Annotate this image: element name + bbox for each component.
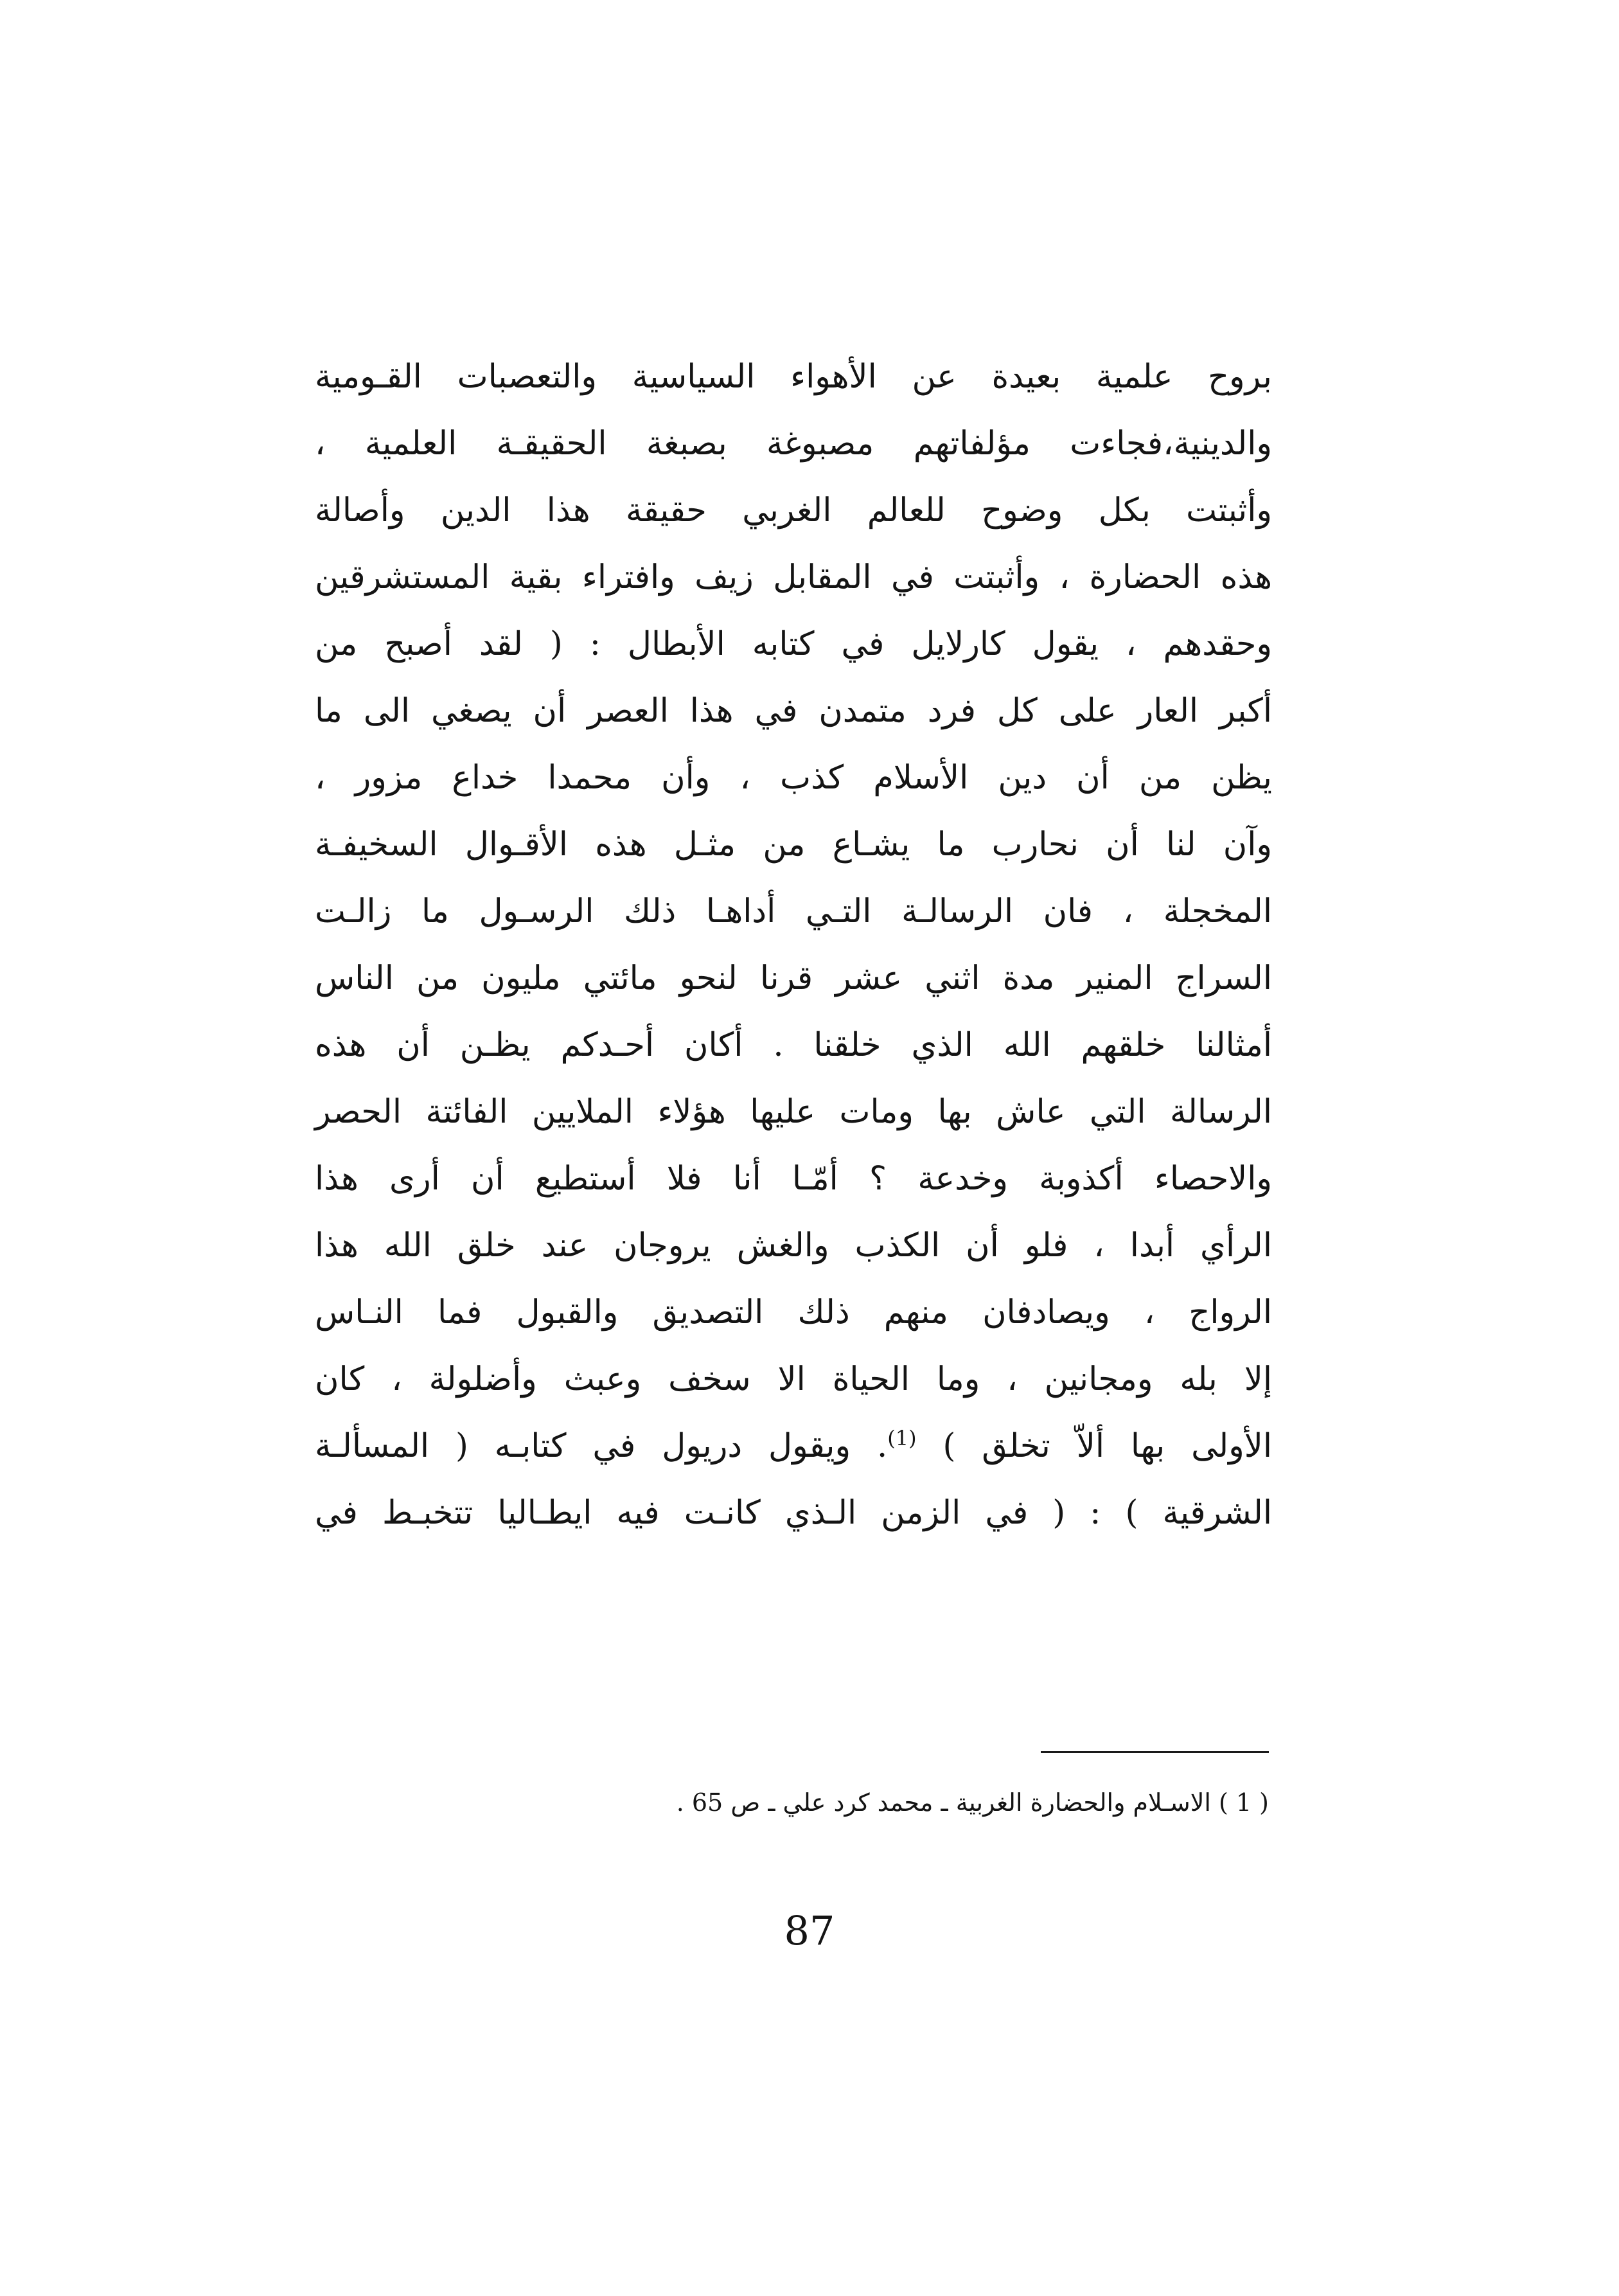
text-line: المخجلة ، فان الرسالـة التـي أداهـا ذلك الرسـول ما زالـت (315, 893, 1272, 930)
text-line: أمثالنا خلقهم الله الذي خلقنا . أكان أحـدكم يظـن أن هذه (315, 1026, 1272, 1064)
text-line: السراج المنير مدة اثني عشر قرنا لنحو مائتي مليون من الناس (315, 959, 1272, 997)
text-line: أكبر العار على كل فرد متمدن في هذا العصر أن يصغي الى ما (315, 692, 1272, 730)
text-line: الرواج ، ويصادفان منهم ذلك التصديق والقبول فما النـاس (315, 1294, 1272, 1331)
line-17-start: الأولى بها ألاّ تخلق ) (942, 1427, 1273, 1465)
text-line: والاحصاء أكذوبة وخدعة ؟ أمّـا أنا فلا أستطيع أن أرى هذا (315, 1160, 1272, 1198)
line-17-end: . ويقول دريول في كتابـه ( المسألـة (315, 1427, 888, 1465)
text-line: والدينية،فجاءت مؤلفاتهم مصبوغة بصبغة الحقيقـة العلمية ، (315, 425, 1272, 463)
text-line: إلا بله ومجانين ، وما الحياة الا سخف وعبث وأضلولة ، كان (315, 1360, 1272, 1398)
text-line: الرأي أبدا ، فلو أن الكذب والغش يروجان عند خلق الله هذا (315, 1227, 1272, 1265)
text-line: وحقدهم ، يقول كارلايل في كتابه الأبطال : ( لقد أصبح من (315, 625, 1272, 663)
text-line: الشرقية ) : ( في الزمن الـذي كانـت فيه ايطـاليا تتخبـط في (315, 1494, 1272, 1532)
text-line: هذه الحضارة ، وأثبتت في المقابل زيف وافتراء بقية المستشرقين (315, 558, 1272, 596)
text-line: الرسالة التي عاش بها ومات عليها هؤلاء الملايين الفائتة الحصر (315, 1093, 1272, 1131)
text-line: يظن من أن دين الأسلام كذب ، وأن محمدا خداع مزور ، (315, 759, 1272, 797)
footnote-separator (1041, 1751, 1269, 1753)
main-text (315, 344, 1272, 1547)
footnote: ( 1 ) الاسـلام والحضارة الغربية ـ محمد كرد علي ـ ص 65 . (676, 1788, 1269, 1817)
text-line-with-footnote-ref (315, 1413, 1272, 1480)
text-line: بروح علمية بعيدة عن الأهواء السياسية والتعصبات القـومية (315, 358, 1272, 396)
text-line: وأثبتت بكل وضوح للعالم الغربي حقيقة هذا الدين وأصالة (315, 492, 1272, 530)
page-number: 87 (784, 1907, 835, 1954)
footnote-reference: (1) (887, 1426, 917, 1450)
text-line: وآن لنا أن نحارب ما يشـاع من مثـل هذه الأقـوال السخيفـة (315, 826, 1272, 864)
